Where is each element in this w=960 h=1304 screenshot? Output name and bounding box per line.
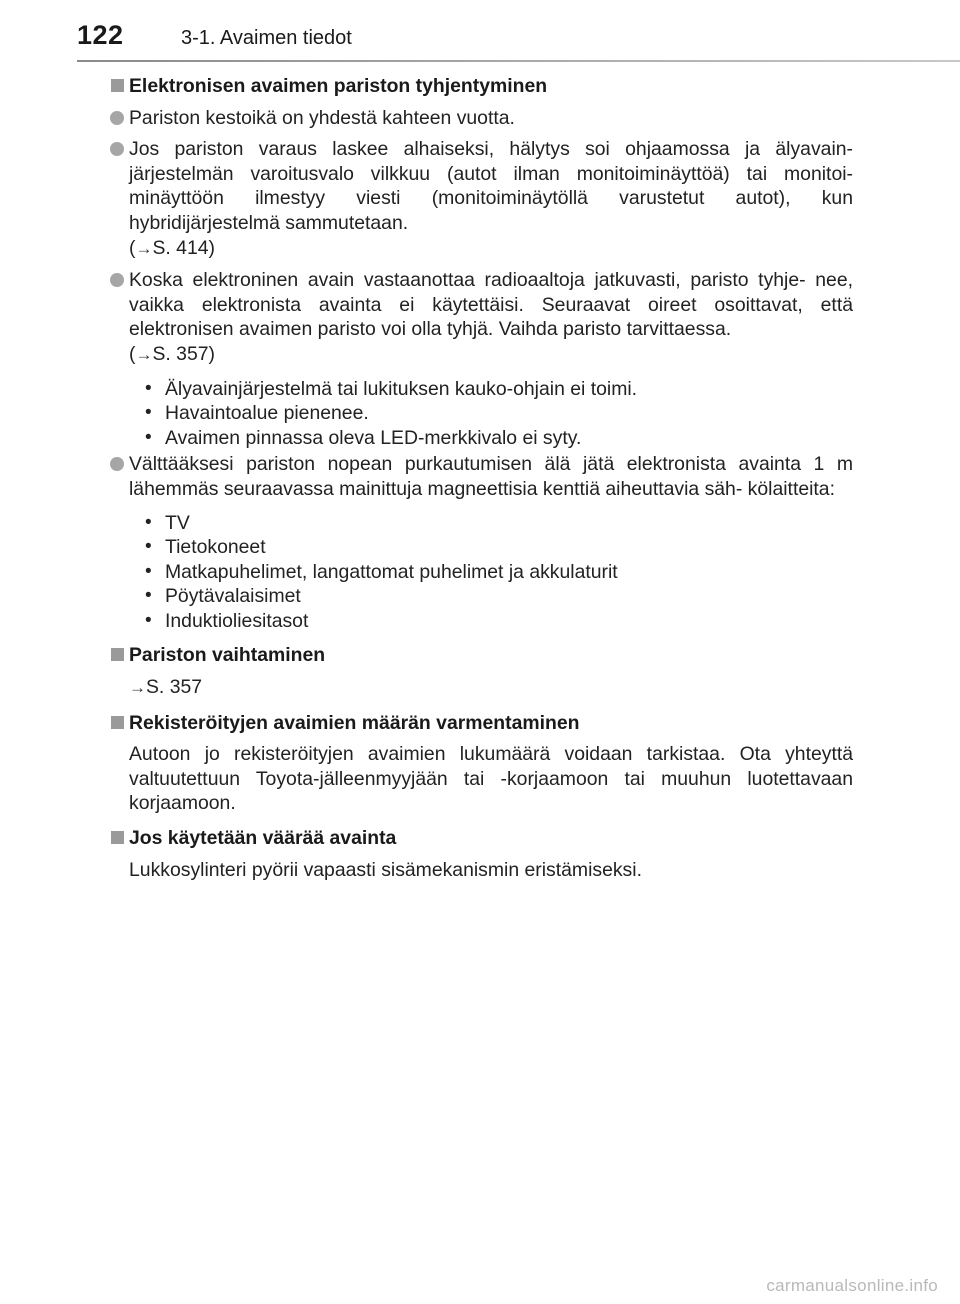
- bullet-text: Pariston kestoikä on yhdestä kahteen vuotta.: [129, 106, 515, 129]
- section-heading-text: Rekisteröityjen avaimien määrän varmentaminen: [129, 711, 580, 734]
- bullet-low-battery-warning: [109, 137, 853, 261]
- bullet-text: Koska elektroninen avain vastaanottaa radioaaltoja jatkuvasti, paristo tyhje- nee, vaikka elektronista avainta ei käytettäisi. Seuraavat oireet osoittavat, että elektronisen avaimen paristo voi olla tyhjä. Vaihda paristo tarvittaessa.: [129, 269, 853, 341]
- section-wrong-key: [109, 826, 853, 882]
- sub-bullet-icon: •: [145, 511, 152, 533]
- bullet-dot-icon: [110, 273, 124, 287]
- section-heading: [109, 643, 853, 668]
- sub-bullet-icon: •: [145, 402, 152, 424]
- device-list: [129, 511, 853, 634]
- arrow-right-icon: →: [135, 238, 153, 258]
- sub-bullet-icon: •: [145, 377, 152, 399]
- arrow-right-icon: →: [135, 344, 153, 364]
- bullet-battery-life: [109, 106, 853, 131]
- bullet-dot-icon: [110, 111, 124, 125]
- bullet-battery-drain: [109, 268, 853, 450]
- section-square-icon: [111, 648, 124, 661]
- list-item: • Pöytävalaisimet: [145, 585, 301, 608]
- section-text: Autoon jo rekisteröityjen avaimien lukumäärä voidaan tarkistaa. Ota yhteyttä valtuutettuun Toyota-jälleenmyyjään tai -korjaamoon tai muuhun luotettavaan korjaamoon.: [129, 743, 853, 815]
- sub-bullet-icon: •: [145, 426, 152, 448]
- bullet-text: Jos pariston varaus laskee alhaiseksi, hälytys soi ohjaamossa ja älyavain- järjestelmän varoitusvalo vilkkuu (autot ilman monitoiminäyttöä) tai monitoi- minäyttöön ilmestyy viesti (monitoiminäytöllä varustetut autot), kun hybridijärjestelmä sammutetaan.: [129, 138, 853, 234]
- bullet-text: Välttääksesi pariston nopean purkautumisen älä jätä elektronista avainta 1 m lähemmäs seuraavassa mainittuja magneettisia kenttiä aiheuttavia säh- kölaitteita:: [129, 453, 853, 500]
- section-heading: [109, 711, 853, 736]
- section-heading: [109, 826, 853, 851]
- bullet-dot-icon: [110, 142, 124, 156]
- list-item: • TV: [145, 511, 190, 534]
- sub-bullet-icon: •: [145, 585, 152, 607]
- section-heading-text: Elektronisen avaimen pariston tyhjentyminen: [129, 75, 548, 97]
- arrow-right-icon: →: [129, 678, 146, 698]
- section-battery-depletion: [109, 74, 853, 633]
- chapter-title: 3-1. Avaimen tiedot: [181, 27, 352, 49]
- section-text: Lukkosylinteri pyörii vapaasti sisämekanismin eristämiseksi.: [129, 858, 642, 881]
- page-header: [0, 0, 960, 62]
- page-reference-text: S. 357: [152, 342, 209, 365]
- page-content: [109, 74, 853, 890]
- page-reference[interactable]: (→S. 414): [129, 236, 215, 259]
- section-square-icon: [111, 831, 124, 844]
- sub-bullet-icon: •: [145, 560, 152, 582]
- list-item: • Matkapuhelimet, langattomat puhelimet ja akkulaturit: [145, 560, 618, 583]
- watermark: carmanualsonline.info: [766, 1276, 938, 1295]
- section-heading-text: Pariston vaihtaminen: [129, 644, 326, 667]
- header-divider: [77, 60, 960, 62]
- page-reference-text: S. 357: [146, 676, 203, 699]
- page-number: 122: [77, 20, 124, 50]
- page-reference[interactable]: (→S. 357): [129, 342, 215, 365]
- sub-bullet-icon: •: [145, 536, 152, 558]
- section-battery-replacement: [109, 643, 853, 700]
- section-heading: [109, 74, 853, 99]
- page-reference-text: S. 414: [152, 236, 209, 259]
- bullet-dot-icon: [110, 457, 124, 471]
- list-item: • Havaintoalue pienenee.: [145, 402, 369, 425]
- section-square-icon: [111, 79, 124, 92]
- list-item: • Avaimen pinnassa oleva LED-merkkivalo ei syty.: [145, 426, 582, 449]
- list-item: • Induktioliesitasot: [145, 609, 309, 632]
- list-item: • Tietokoneet: [145, 536, 266, 559]
- section-key-count-check: [109, 711, 853, 816]
- page-reference[interactable]: [109, 675, 853, 701]
- section-square-icon: [111, 716, 124, 729]
- list-item: • Älyavainjärjestelmä tai lukituksen kauko-ohjain ei toimi.: [145, 377, 638, 400]
- symptom-list: [129, 377, 853, 451]
- section-heading-text: Jos käytetään väärää avainta: [129, 827, 397, 850]
- sub-bullet-icon: •: [145, 609, 152, 631]
- bullet-magnetic-fields: [109, 452, 853, 633]
